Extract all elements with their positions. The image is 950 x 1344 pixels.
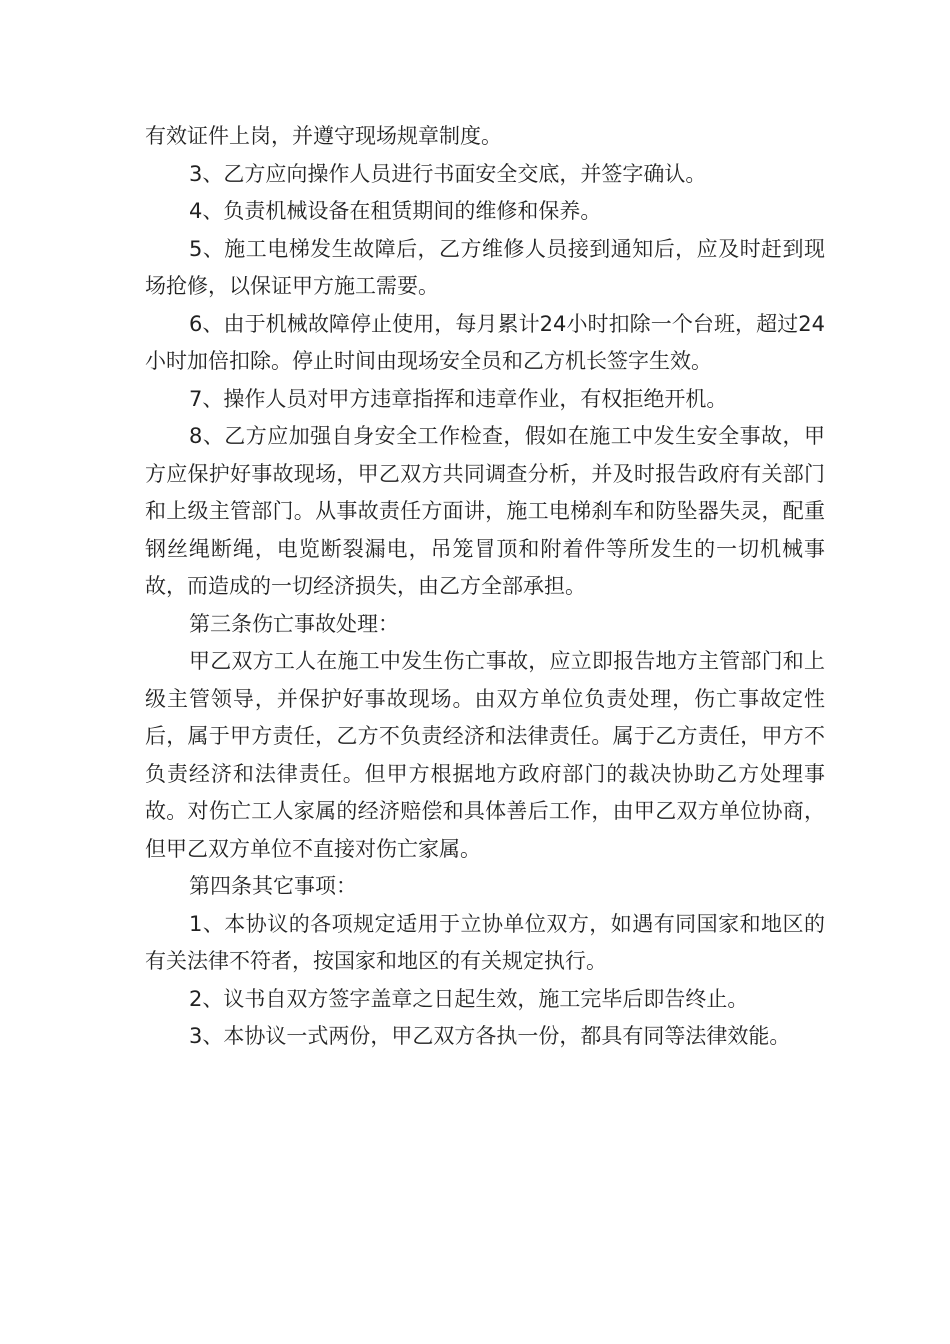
clause-5-repair: 5、施工电梯发生故障后，乙方维修人员接到通知后，应及时赶到现场抢修，以保证甲方施工需要。 [145, 236, 825, 298]
clause-6-downtime: 6、由于机械故障停止使用，每月累计24小时扣除一个台班，超过24小时加倍扣除。停止时间由现场安全员和乙方机长签字生效。 [145, 311, 825, 373]
clause-3-safety-briefing: 3、乙方应向操作人员进行书面安全交底，并签字确认。 [189, 161, 707, 186]
article-4-item-2: 2、议书自双方签字盖章之日起生效，施工完毕后即告终止。 [189, 986, 749, 1011]
article-4-item-3: 3、本协议一式两份，甲乙双方各执一份，都具有同等法律效能。 [189, 1024, 791, 1048]
article-4-heading: 第四条其它事项： [189, 874, 357, 898]
paragraph-continuation: 有效证件上岗，并遵守现场规章制度。 [145, 124, 502, 148]
clause-4-maintenance: 4、负责机械设备在租赁期间的维修和保养。 [189, 199, 602, 223]
article-4-item-1: 1、本协议的各项规定适用于立协单位双方，如遇有同国家和地区的有关法律不符者，按国家和地区的有关规定执行。 [145, 911, 825, 973]
article-3-body: 甲乙双方工人在施工中发生伤亡事故，应立即报告地方主管部门和上级主管领导，并保护好事故现场。由双方单位负责处理，伤亡事故定性后，属于甲方责任，乙方不负责经济和法律责任。属于乙方责任，甲方不负责经济和法律责任。但甲方根据地方政府部门的裁决协助乙方处理事故。对伤亡工人家属的经济赔偿和具体善后工作，由甲乙双方单位协商，但甲乙双方单位不直接对伤亡家属。 [145, 649, 825, 861]
document-body [145, 118, 825, 1056]
clause-7-refusal: 7、操作人员对甲方违章指挥和违章作业，有权拒绝开机。 [189, 386, 728, 411]
clause-8-safety-inspection: 8、乙方应加强自身安全工作检查，假如在施工中发生安全事故，甲方应保护好事故现场，甲乙双方共同调查分析，并及时报告政府有关部门和上级主管部门。从事故责任方面讲，施工电梯刹车和防坠器失灵，配重钢丝绳断绳，电览断裂漏电，吊笼冒顶和附着件等所发生的一切机械事故，而造成的一切经济损失，由乙方全部承担。 [145, 424, 825, 598]
article-3-heading: 第三条伤亡事故处理： [189, 611, 399, 636]
